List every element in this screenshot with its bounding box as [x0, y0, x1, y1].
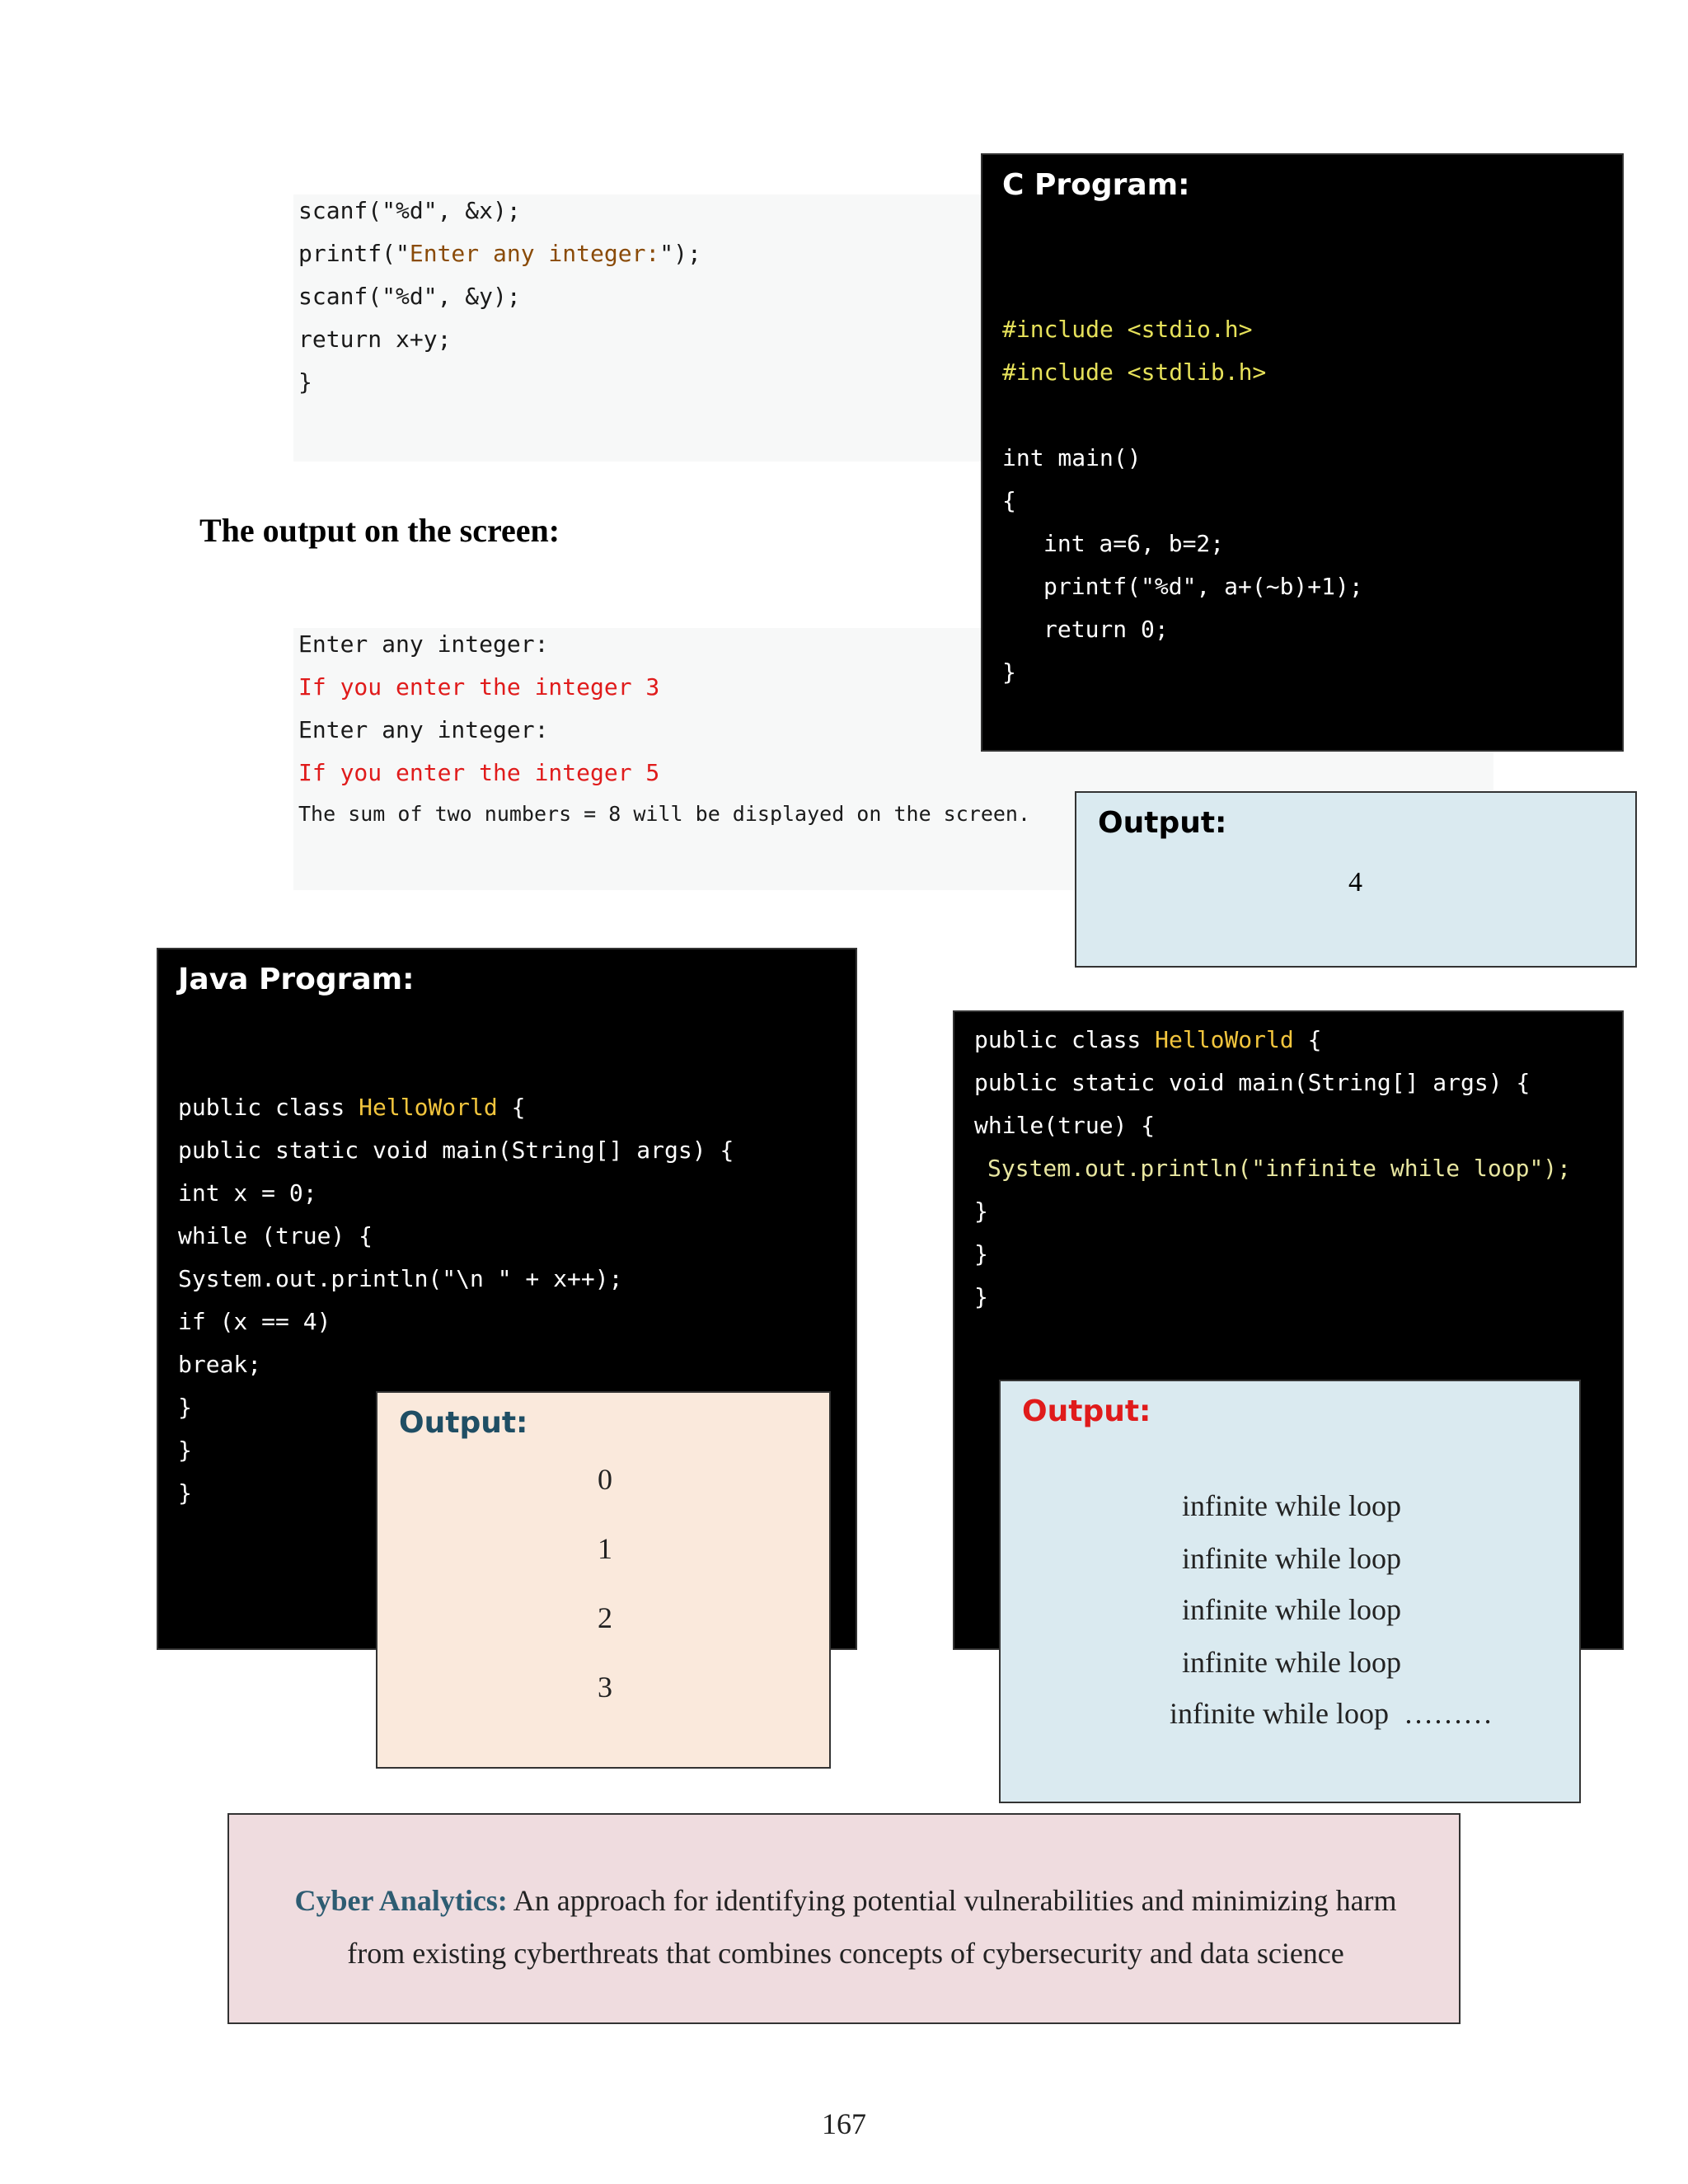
screen-line: Enter any integer:	[298, 630, 549, 658]
code-line: while (true) {	[178, 1222, 373, 1249]
screen-line-input: If you enter the integer 5	[298, 759, 660, 786]
screen-line-input: If you enter the integer 3	[298, 673, 660, 701]
code-line: {	[1002, 487, 1016, 514]
code-line: int a=6, b=2;	[1043, 530, 1225, 557]
code-string: Enter any integer:	[409, 240, 660, 267]
code-token: public class	[974, 1026, 1156, 1053]
output-value: 1	[598, 1532, 612, 1565]
code-line: return 0;	[1043, 616, 1169, 643]
code-line: break;	[178, 1351, 262, 1378]
output-line: infinite while loop	[1182, 1646, 1401, 1679]
code-line: public static void main(String[] args) {	[974, 1069, 1531, 1096]
section-heading: The output on the screen:	[199, 512, 560, 549]
page-number: 167	[822, 2107, 866, 2140]
code-line: #include <stdlib.h>	[1002, 359, 1267, 386]
code-line: System.out.println("\n " + x++);	[178, 1265, 623, 1292]
code-line: while(true) {	[974, 1112, 1156, 1139]
class-name: HelloWorld	[359, 1094, 498, 1121]
code-line: }	[974, 1240, 988, 1268]
code-snippet-top	[293, 194, 981, 462]
code-line: scanf("%d", &x);	[298, 197, 521, 224]
code-line: }	[178, 1394, 192, 1421]
code-line: }	[298, 368, 312, 396]
definition-term: Cyber Analytics:	[294, 1884, 508, 1917]
code-line	[974, 1024, 1321, 1057]
code-line: int main()	[1002, 444, 1142, 471]
java-infinite-output-box	[999, 1380, 1581, 1803]
output-value: 0	[598, 1463, 612, 1496]
code-token: ");	[659, 240, 701, 267]
code-line: int x = 0;	[178, 1179, 317, 1207]
code-token: printf("	[298, 240, 410, 267]
definition-box	[227, 1813, 1461, 2024]
output-line: infinite while loop ………	[1170, 1697, 1493, 1730]
code-line: return x+y;	[298, 326, 452, 353]
c-output-box	[1075, 791, 1637, 968]
definition-line-2: from existing cyberthreats that combines concepts of cybersecurity and data science	[347, 1937, 1344, 1970]
class-name: HelloWorld	[1155, 1026, 1294, 1053]
code-line: }	[178, 1436, 192, 1464]
code-token: {	[497, 1094, 526, 1121]
code-line: if (x == 4)	[178, 1308, 331, 1335]
screen-line: Enter any integer:	[298, 716, 549, 743]
code-line: public static void main(String[] args) {	[178, 1137, 734, 1164]
code-line: }	[178, 1479, 192, 1507]
java-output-title: Output:	[399, 1406, 528, 1440]
java-infinite-output-title: Output:	[1022, 1394, 1151, 1428]
code-line	[178, 1091, 525, 1124]
c-output-title: Output:	[1098, 806, 1227, 840]
code-line	[298, 237, 701, 270]
output-line: infinite while loop	[1182, 1542, 1401, 1575]
code-line: System.out.println("infinite while loop");	[987, 1155, 1572, 1182]
java-output-box	[376, 1391, 831, 1769]
code-line: #include <stdio.h>	[1002, 316, 1253, 343]
code-line: }	[1002, 658, 1016, 686]
code-line: }	[974, 1283, 988, 1310]
c-program-title: C Program:	[1002, 168, 1190, 202]
code-token: {	[1293, 1026, 1322, 1053]
java-program-title: Java Program:	[178, 963, 415, 996]
code-line: printf("%d", a+(~b)+1);	[1043, 573, 1363, 600]
output-value: 3	[598, 1671, 612, 1704]
definition-line-1: An approach for identifying potential vulnerabilities and minimizing harm	[507, 1884, 1397, 1917]
definition-text	[229, 1874, 1462, 1980]
code-token: public class	[178, 1094, 359, 1121]
output-value: 2	[598, 1601, 612, 1634]
output-line: infinite while loop	[1182, 1489, 1401, 1522]
output-line: infinite while loop	[1182, 1593, 1401, 1626]
c-output-value: 4	[1348, 867, 1362, 898]
code-line: }	[974, 1197, 988, 1225]
code-line: scanf("%d", &y);	[298, 283, 521, 310]
screen-line-result: The sum of two numbers = 8 will be displayed on the screen.	[298, 802, 1031, 826]
c-program-box	[981, 153, 1624, 752]
